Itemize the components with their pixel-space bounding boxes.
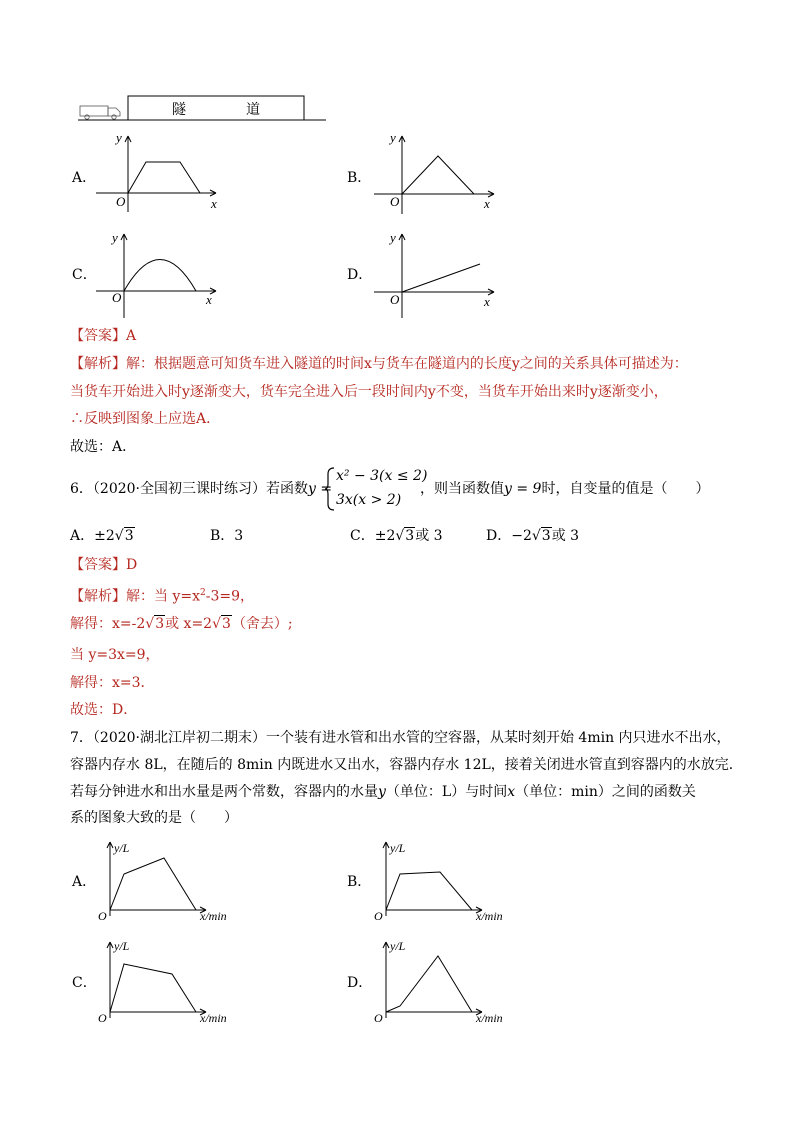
q7-line3: 若每分钟进水和出水量是两个常数，容器内的水量y（单位：L）与时间x（单位：min）之间的函数关 [70, 784, 696, 800]
svg-text:O: O [390, 194, 400, 209]
q6-line3: 当 y=3x=9， [70, 647, 160, 663]
q7-graph-a [96, 836, 236, 924]
svg-text:O: O [390, 292, 400, 307]
q6-option-a: A．±2√3 [70, 528, 134, 544]
q7-graph-b [372, 836, 512, 924]
tunnel-figure [78, 94, 328, 124]
q6-analysis-1: 【解析】解：当 $y=x^2-3=9$， [70, 588, 255, 605]
q5-analysis-2: 当货车开始进入时y逐渐变大，货车完全进入后一段时间内y不变，当货车开始出来时y逐渐变小， [70, 384, 668, 400]
q6-line4: 解得：x=3． [70, 675, 155, 691]
q6-stem: 6．（2020·全国初三课时练习）若函数y = [70, 481, 333, 497]
svg-text:x: x [206, 292, 212, 307]
svg-text:y/L: y/L [114, 841, 130, 855]
q7-option-b-letter: B． [347, 874, 372, 890]
q5-option-a-letter: A． [72, 170, 97, 186]
svg-text:x: x [484, 294, 490, 309]
q5-conclusion: 故选：A． [70, 439, 137, 455]
svg-text:O: O [98, 1011, 107, 1024]
q7-graph-d [372, 936, 512, 1024]
q7-line2: 容器内存水 8L，在随后的 8min 内既进水又出水，容器内存水 12L，接着关闭进水管直到容器内的水放完． [70, 757, 743, 773]
svg-text:O: O [112, 290, 122, 305]
q6-conclusion: 故选：D． [70, 702, 138, 718]
svg-text:y/L: y/L [114, 939, 130, 953]
svg-text:x: x [484, 196, 490, 211]
q7-graph-c [96, 936, 236, 1024]
q5-analysis-1: 【解析】解：根据题意可知货车进入隧道的时间x与货车在隧道内的长度y之间的关系具体可描述为： [70, 356, 688, 372]
q5-answer: 【答案】A [70, 328, 137, 344]
q6-option-b: B．3 [210, 528, 244, 544]
q6-piece1: x² − 3(x ≤ 2) [336, 468, 428, 484]
q6-piece2: 3x(x > 2) [336, 492, 402, 508]
q5-graph-d [374, 228, 504, 318]
q6-brace [324, 466, 336, 512]
svg-text:O: O [374, 1011, 383, 1024]
svg-text:x: x [211, 196, 217, 211]
q5-graph-a [96, 130, 226, 212]
q7-line1: 7．（2020·湖北江岸初二期末）一个装有进水管和出水管的空容器，从某时刻开始 4min 内只进水不出水， [70, 730, 731, 746]
svg-text:O: O [98, 909, 107, 923]
q5-analysis-3: ∴反映到图象上应选A． [70, 411, 221, 427]
tunnel-label-right: 道 [246, 103, 260, 118]
q6-option-c: C．±2√3或 3 [350, 528, 443, 544]
q7-option-d-letter: D． [347, 975, 373, 991]
q6-solve-line: 解得：x=-2√3或 x=2√3（舍去）; [70, 616, 293, 632]
svg-text:y: y [112, 230, 118, 245]
svg-text:x/min: x/min [476, 1011, 503, 1024]
q5-option-b-letter: B． [347, 170, 372, 186]
svg-text:O: O [116, 194, 126, 209]
q5-graph-c [96, 228, 226, 318]
tunnel-label-left: 隧 [172, 103, 186, 118]
q5-graph-b [374, 130, 504, 214]
svg-text:y: y [390, 230, 396, 245]
svg-text:O: O [374, 909, 383, 923]
svg-text:x/min: x/min [476, 909, 503, 923]
svg-text:x/min: x/min [200, 909, 227, 923]
q6-option-d: D．−2√3或 3 [486, 528, 580, 544]
q5-option-c-letter: C． [72, 267, 97, 283]
q7-option-a-letter: A． [72, 874, 97, 890]
svg-text:y/L: y/L [390, 841, 406, 855]
q7-option-c-letter: C． [72, 975, 97, 991]
svg-text:y: y [116, 130, 122, 145]
q5-option-d-letter: D． [347, 267, 373, 283]
svg-text:x/min: x/min [200, 1011, 227, 1024]
svg-text:y: y [390, 130, 396, 145]
truck-icon [80, 106, 120, 119]
svg-text:y/L: y/L [390, 939, 406, 953]
q6-answer: 【答案】D [70, 557, 138, 573]
q7-line4: 系的图象大致的是（ ） [70, 810, 238, 826]
q6-stem-end: ，则当函数值y = 9时，自变量的值是（ ） [420, 481, 710, 497]
